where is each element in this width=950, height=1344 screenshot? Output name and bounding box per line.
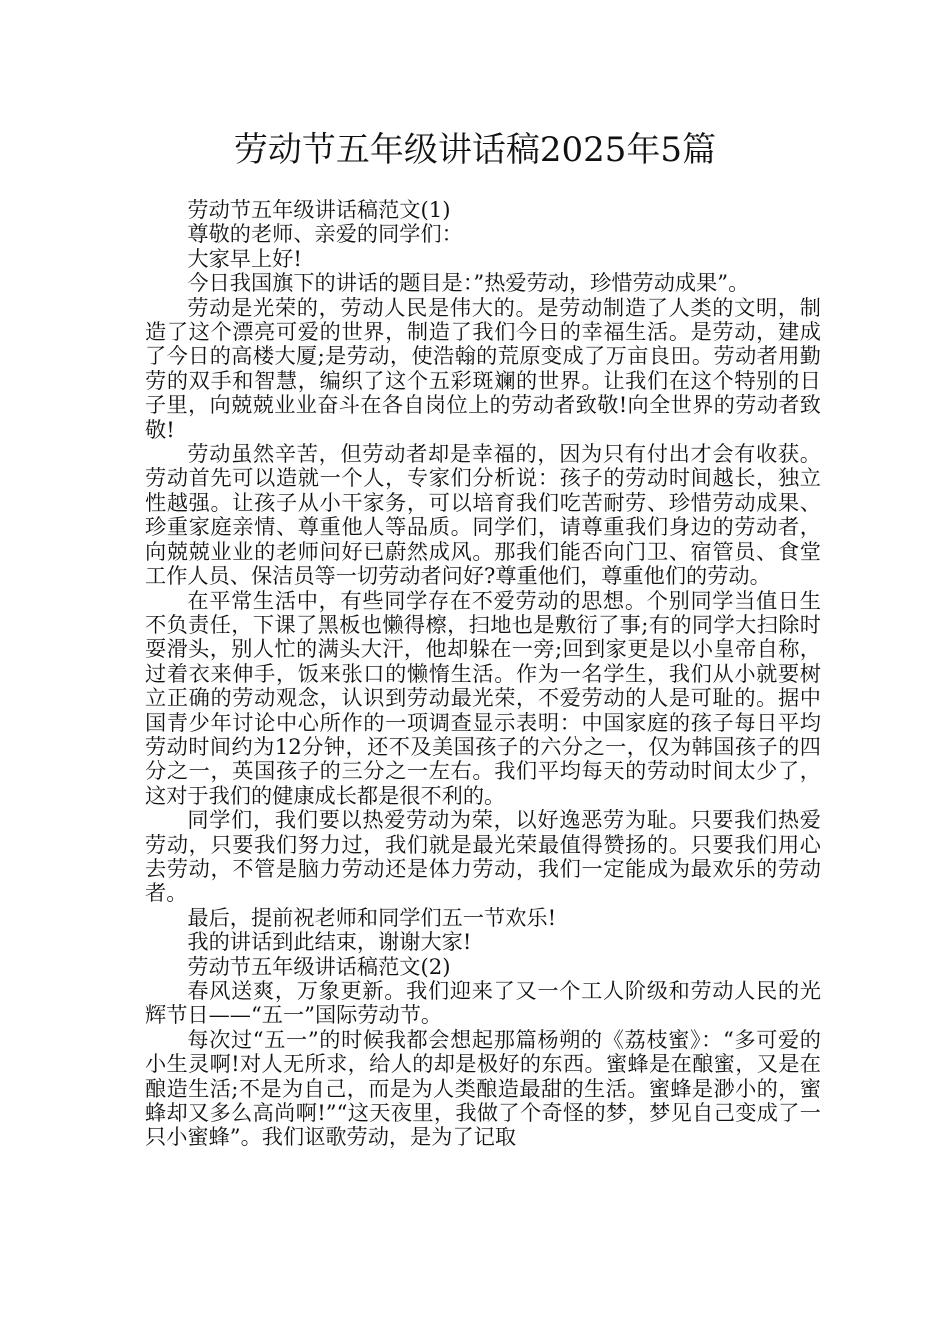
paragraph: 劳动节五年级讲话稿范文(2) (187, 953, 451, 979)
paragraph: 大家早上好! (187, 245, 302, 271)
paragraph: 同学们，我们要以热爱劳动为荣，以好逸恶劳为耻。只要我们热爱劳动，只要我们努力过，我们就是最光荣最值得赞扬的。只要我们用心去劳动，不管是脑力劳动还是体力劳动，我们一定能成为最欢乐的劳动者。 (145, 807, 821, 906)
document-title: 劳动节五年级讲话稿2025年5篇 (233, 130, 717, 170)
paragraph: 每次过“五一”的时候我都会想起那篇杨朔的《荔枝蜜》：“多可爱的小生灵啊!对人无所求，给人的却是极好的东西。蜜蜂是在酿蜜，又是在酿造生活;不是为自己，而是为人类酿造最甜的生活。蜜蜂是渺小的，蜜蜂却又多么高尚啊!”“这天夜里，我做了个奇怪的梦，梦见自己变成了一只小蜜蜂”。我们讴歌劳动，是为了记取 (145, 1026, 821, 1150)
paragraph: 今日我国旗下的讲话的题目是：”热爱劳动，珍惜劳动成果”。 (187, 270, 750, 296)
paragraph: 劳动节五年级讲话稿范文(1) (187, 197, 451, 222)
paragraph: 劳动虽然辛苦，但劳动者却是幸福的，因为只有付出才会有收获。劳动首先可以造就一个人，专家们分析说：孩子的劳动时间越长，独立性越强。让孩子从小干家务，可以培育我们吃苦耐劳、珍惜劳动成果、珍重家庭亲情、尊重他人等品质。同学们，请尊重我们身边的劳动者，向兢兢业业的老师问好已蔚然成风。那我们能否向门卫、宿管员、食堂工作人员、保洁员等一切劳动者问好?尊重他们，尊重他们的劳动。 (145, 441, 821, 589)
paragraph: 春风送爽，万象更新。我们迎来了又一个工人阶级和劳动人民的光辉节日——“五一”国际劳动节。 (145, 978, 821, 1028)
paragraph: 尊敬的老师、亲爱的同学们： (187, 221, 463, 247)
paragraph: 最后，提前祝老师和同学们五一节欢乐! (187, 904, 557, 930)
paragraph: 在平常生活中，有些同学存在不爱劳动的思想。个别同学当值日生不负责任，下课了黑板也懒得檫，扫地也是敷衍了事;有的同学大扫除时耍滑头，别人忙的满头大汗，他却躲在一旁;回到家更是以小皇帝自称，过着衣来伸手，饭来张口的懒惰生活。作为一名学生，我们从小就要树立正确的劳动观念，认识到劳动最光荣，不爱劳动的人是可耻的。据中国青少年讨论中心所作的一项调查显示表明：中国家庭的孩子每日平均劳动时间约为12分钟，还不及美国孩子的六分之一，仅为韩国孩子的四分之一，英国孩子的三分之一左右。我们平均每天的劳动时间太少了，这对于我们的健康成长都是很不利的。 (145, 587, 821, 808)
paragraph: 劳动是光荣的，劳动人民是伟大的。是劳动制造了人类的文明，制造了这个漂亮可爱的世界，制造了我们今日的幸福生活。是劳动，建成了今日的高楼大厦;是劳动，使浩翰的荒原变成了万亩良田。劳动者用勤劳的双手和智慧，编织了这个五彩斑斓的世界。让我们在这个特别的日子里，向兢兢业业奋斗在各自岗位上的劳动者致敬!向全世界的劳动者致敬! (145, 294, 821, 442)
paragraph: 我的讲话到此结束，谢谢大家! (187, 929, 472, 955)
document-body (145, 198, 821, 1150)
